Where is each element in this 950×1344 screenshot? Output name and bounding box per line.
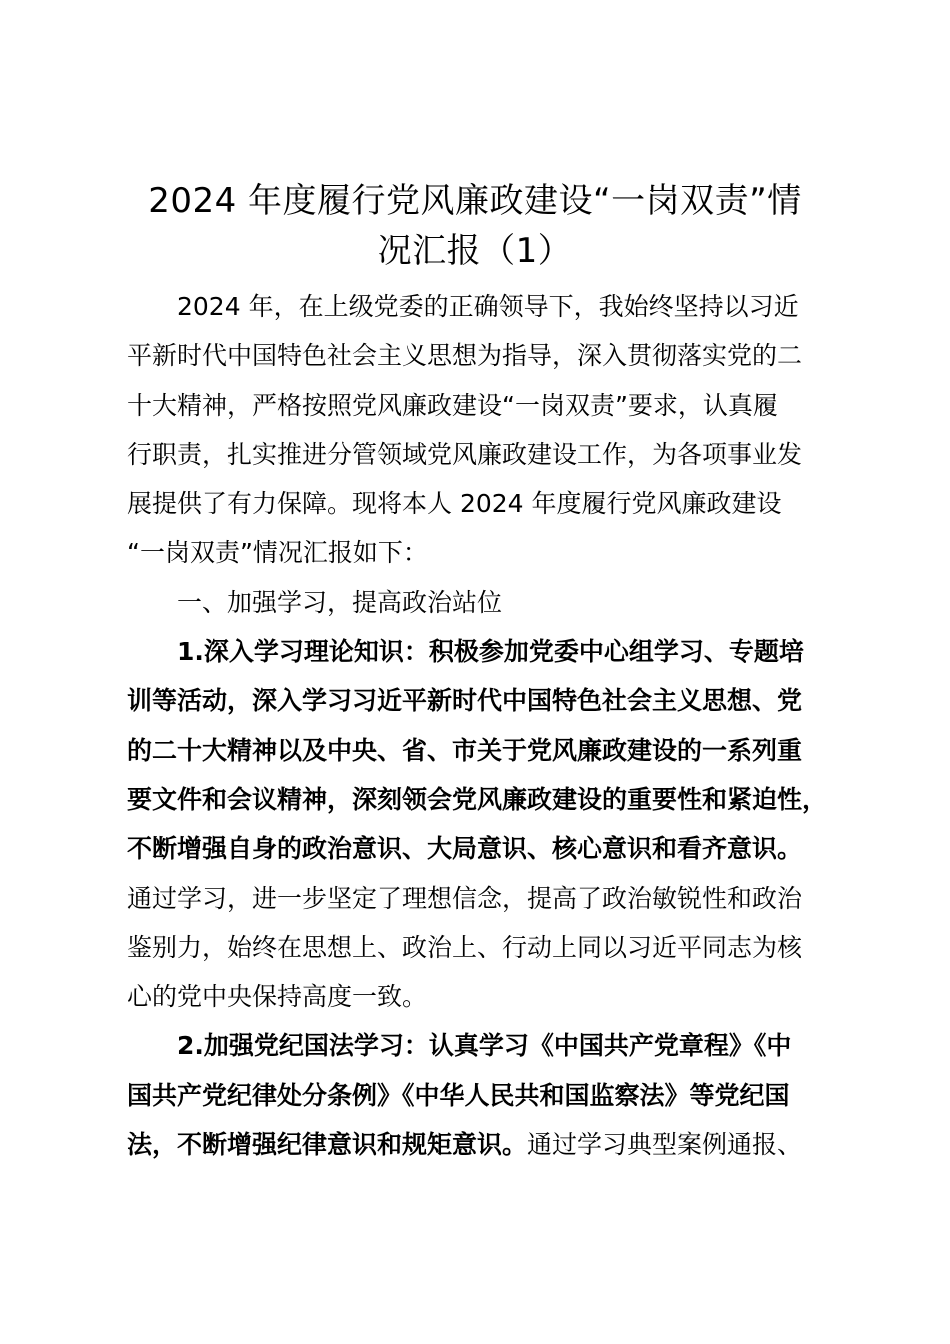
item-1-bold-line-1: 1.深入学习理论知识：积极参加党委中心组学习、专题培 [177, 637, 804, 667]
section-1-heading-paragraph [127, 578, 837, 627]
intro-line-3: 十大精神，严格按照党风廉政建设“一岗双责”要求，认真履 [127, 390, 778, 420]
document-body [127, 282, 837, 1169]
intro-line-5: 展提供了有力保障。现将本人 2024 年度履行党风廉政建设 [127, 489, 782, 519]
title-line-1: 2024 年度履行党风廉政建设“一岗双责”情 [148, 181, 802, 221]
document-title [100, 176, 850, 276]
section-1-heading: 一、加强学习，提高政治站位 [177, 587, 503, 617]
item-1-bold-line-2: 训等活动，深入学习习近平新时代中国特色社会主义思想、党 [127, 686, 803, 716]
item-1-line-6: 通过学习，进一步坚定了理想信念，提高了政治敏锐性和政治 [127, 883, 803, 913]
item-1-line-8: 心的党中央保持高度一致。 [127, 982, 428, 1012]
intro-line-1: 2024 年，在上级党委的正确领导下，我始终坚持以习近 [177, 292, 799, 321]
item-1-bold-line-4: 要文件和会议精神，深刻领会党风廉政建设的重要性和紧迫性， [127, 784, 828, 814]
item-1-line-7: 鉴别力，始终在思想上、政治上、行动上同以习近平同志为核 [127, 932, 803, 962]
item-1-bold-line-5: 不断增强自身的政治意识、大局意识、核心意识和看齐意识。 [127, 834, 803, 864]
item-1-bold-line-3: 的二十大精神以及中央、省、市关于党风廉政建设的一系列重 [127, 735, 803, 765]
intro-line-6: “一岗双责”情况汇报如下： [127, 538, 428, 568]
item-2-line-3-normal: 通过学习典型案例通报、 [527, 1130, 803, 1160]
item-2-line-3 [127, 1120, 837, 1169]
intro-line-2: 平新时代中国特色社会主义思想为指导，深入贯彻落实党的二 [127, 341, 803, 371]
intro-paragraph [127, 282, 837, 578]
item-2-line-3-bold: 法，不断增强纪律意识和规矩意识。 [127, 1130, 528, 1160]
item-2-bold-line-1: 2.加强党纪国法学习：认真学习《中国共产党章程》《中 [177, 1031, 792, 1061]
item-2-bold-line-2: 国共产党纪律处分条例》《中华人民共和国监察法》等党纪国 [127, 1080, 790, 1110]
item-1-paragraph [127, 627, 837, 1021]
intro-line-4: 行职责，扎实推进分管领域党风廉政建设工作，为各项事业发 [127, 439, 803, 469]
item-2-paragraph [127, 1021, 837, 1169]
title-line-2: 况汇报（1） [377, 231, 573, 271]
